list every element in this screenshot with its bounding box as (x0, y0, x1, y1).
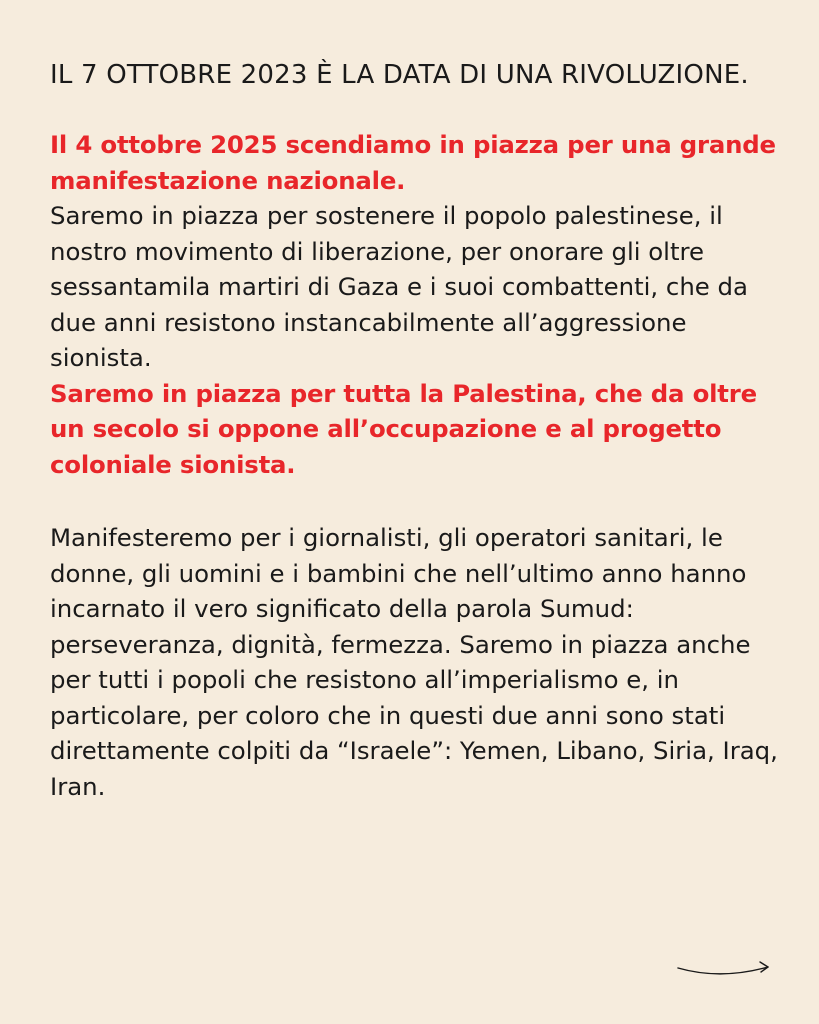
spacer (50, 93, 780, 127)
section-2-body: Manifesteremo per i giornalisti, gli operatori sanitari, le donne, gli uomini e i bambini che nell’ultimo anno hanno incarnato il vero significato della parola Sumud: perseveranza, dignità, fermezza. Saremo in piazza anche per tutti i popoli che resistono all’imperialismo e, in particolare, per coloro che in questi due anni sono stati direttamente colpiti da “Israele”: Yemen, Libano, Siria, Iraq, Iran. (50, 523, 778, 801)
section-2 (50, 520, 780, 804)
arrow-right-icon[interactable] (676, 958, 772, 982)
spacer (50, 482, 780, 520)
headline: IL 7 OTTOBRE 2023 È LA DATA DI UNA RIVOLUZIONE. (50, 60, 749, 90)
red-intro: Il 4 ottobre 2025 scendiamo in piazza per una grande manifestazione nazionale. (50, 130, 776, 195)
section-1 (50, 127, 780, 482)
red-outro: Saremo in piazza per tutta la Palestina, che da oltre un secolo si oppone all’occupazione e al progetto coloniale sionista. (50, 378, 757, 479)
post-content (50, 58, 780, 804)
section-1-body: Saremo in piazza per sostenere il popolo palestinese, il nostro movimento di liberazione, per onorare gli oltre sessantamila martiri di Gaza e i suoi combattenti, che da due anni resistono instancabilmente all’aggressione sionista. (50, 201, 748, 372)
